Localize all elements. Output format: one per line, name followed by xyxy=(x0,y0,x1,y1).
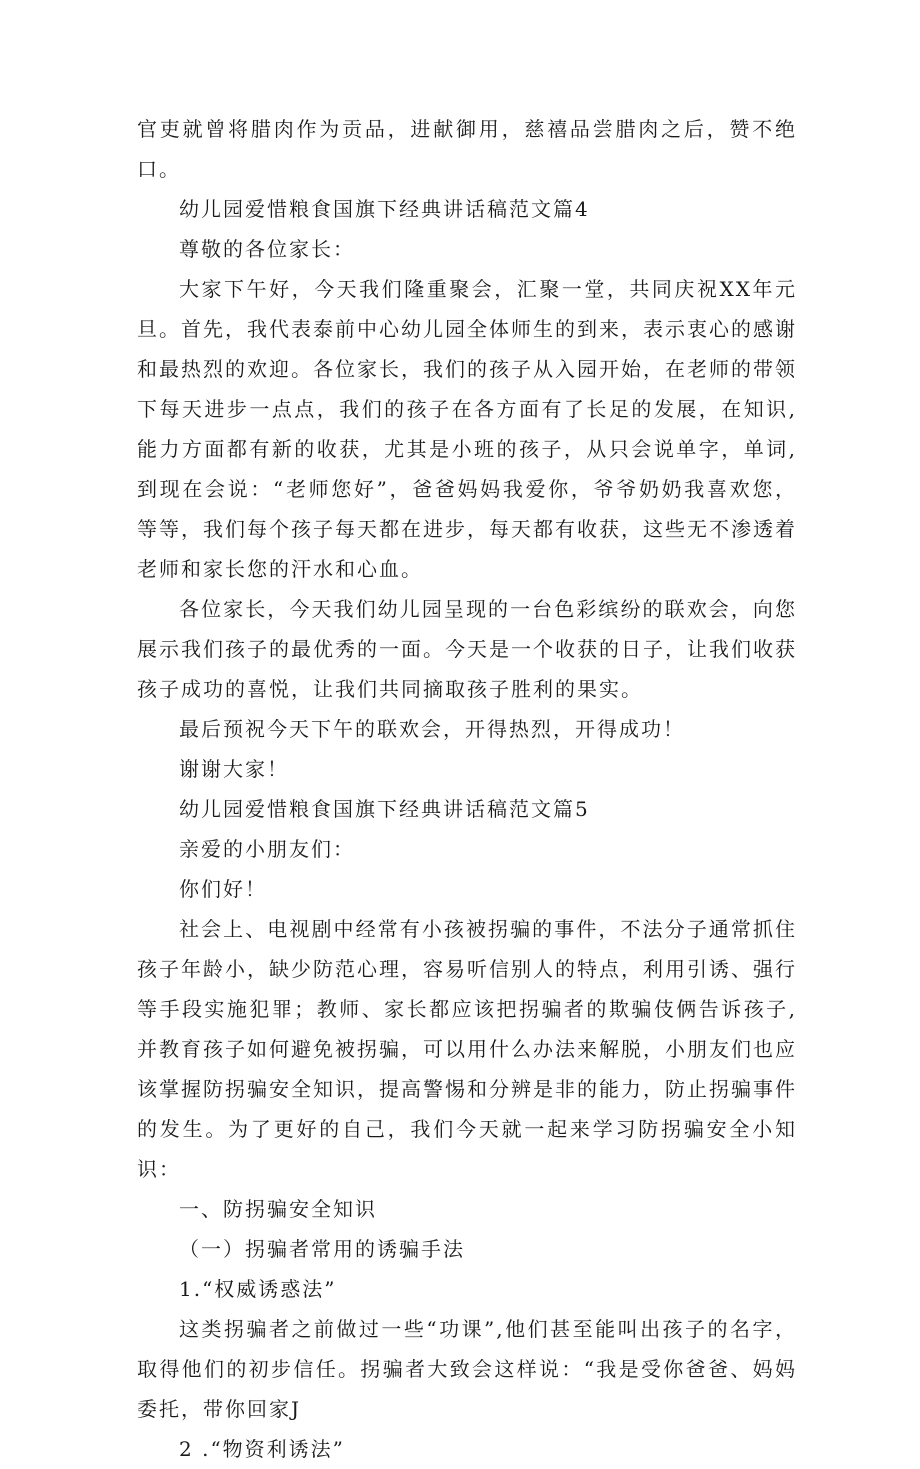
list-item-1: 1.“权威诱惑法” xyxy=(179,1277,337,1301)
salutation-children: 亲爱的小朋友们： xyxy=(179,837,355,861)
list-item-2: 2 .“物资利诱法” xyxy=(179,1437,345,1461)
paragraph-abduction-intro: 社会上、电视剧中经常有小孩被拐骗的事件，不法分子通常抓住孩子年龄小，缺少防范心理，容易听信别人的特点，利用引诱、强行等手段实施犯罪；教师、家长都应该把拐骗者的欺骗伎俩告诉孩子,并教育孩子如何避免被拐骗，可以用什么办法来解脱，小朋友们也应该掌握防拐骗安全知识，提高警惕和分辨是非的能力，防止拐骗事件的发生。为了更好的自己，我们今天就一起来学习防拐骗安全小知识： xyxy=(137,917,797,1181)
paragraph-hello: 你们好！ xyxy=(179,877,267,901)
subheading-safety-knowledge: 一、防拐骗安全知识 xyxy=(179,1197,377,1221)
paragraph-party: 各位家长，今天我们幼儿园呈现的一台色彩缤纷的联欢会，向您展示我们孩子的最优秀的一面。今天是一个收获的日子，让我们收获孩子成功的喜悦，让我们共同摘取孩子胜利的果实。 xyxy=(137,597,797,701)
salutation-parents: 尊敬的各位家长： xyxy=(179,237,355,261)
paragraph-wishes: 最后预祝今天下午的联欢会，开得热烈，开得成功！ xyxy=(179,717,685,741)
paragraph-continuation: 官吏就曾将腊肉作为贡品，进献御用，慈禧品尝腊肉之后，赞不绝口。 xyxy=(137,117,797,181)
paragraph-greeting: 大家下午好，今天我们隆重聚会，汇聚一堂，共同庆祝XX年元旦。首先，我代表泰前中心幼儿园全体师生的到来，表示衷心的感谢和最热烈的欢迎。各位家长，我们的孩子从入园开始，在老师的带领下每天进步一点点，我们的孩子在各方面有了长足的发展，在知识,能力方面都有新的收获，尤其是小班的孩子，从只会说单字，单词,到现在会说：“老师您好”，爸爸妈妈我爱你，爷爷奶奶我喜欢您，等等，我们每个孩子每天都在进步，每天都有收获，这些无不渗透着老师和家长您的汗水和心血。 xyxy=(137,277,797,581)
section-heading-4: 幼儿园爱惜粮食国旗下经典讲话稿范文篇4 xyxy=(179,197,590,221)
paragraph-thanks: 谢谢大家！ xyxy=(179,757,289,781)
section-heading-5: 幼儿园爱惜粮食国旗下经典讲话稿范文篇5 xyxy=(179,797,590,821)
document-body xyxy=(137,109,797,1469)
paragraph-authority-method: 这类拐骗者之前做过一些“功课”,他们甚至能叫出孩子的名字，取得他们的初步信任。拐骗者大致会这样说：“我是受你爸爸、妈妈委托，带你回家J xyxy=(137,1317,797,1421)
subheading-common-methods: （一）拐骗者常用的诱骗手法 xyxy=(179,1237,465,1261)
